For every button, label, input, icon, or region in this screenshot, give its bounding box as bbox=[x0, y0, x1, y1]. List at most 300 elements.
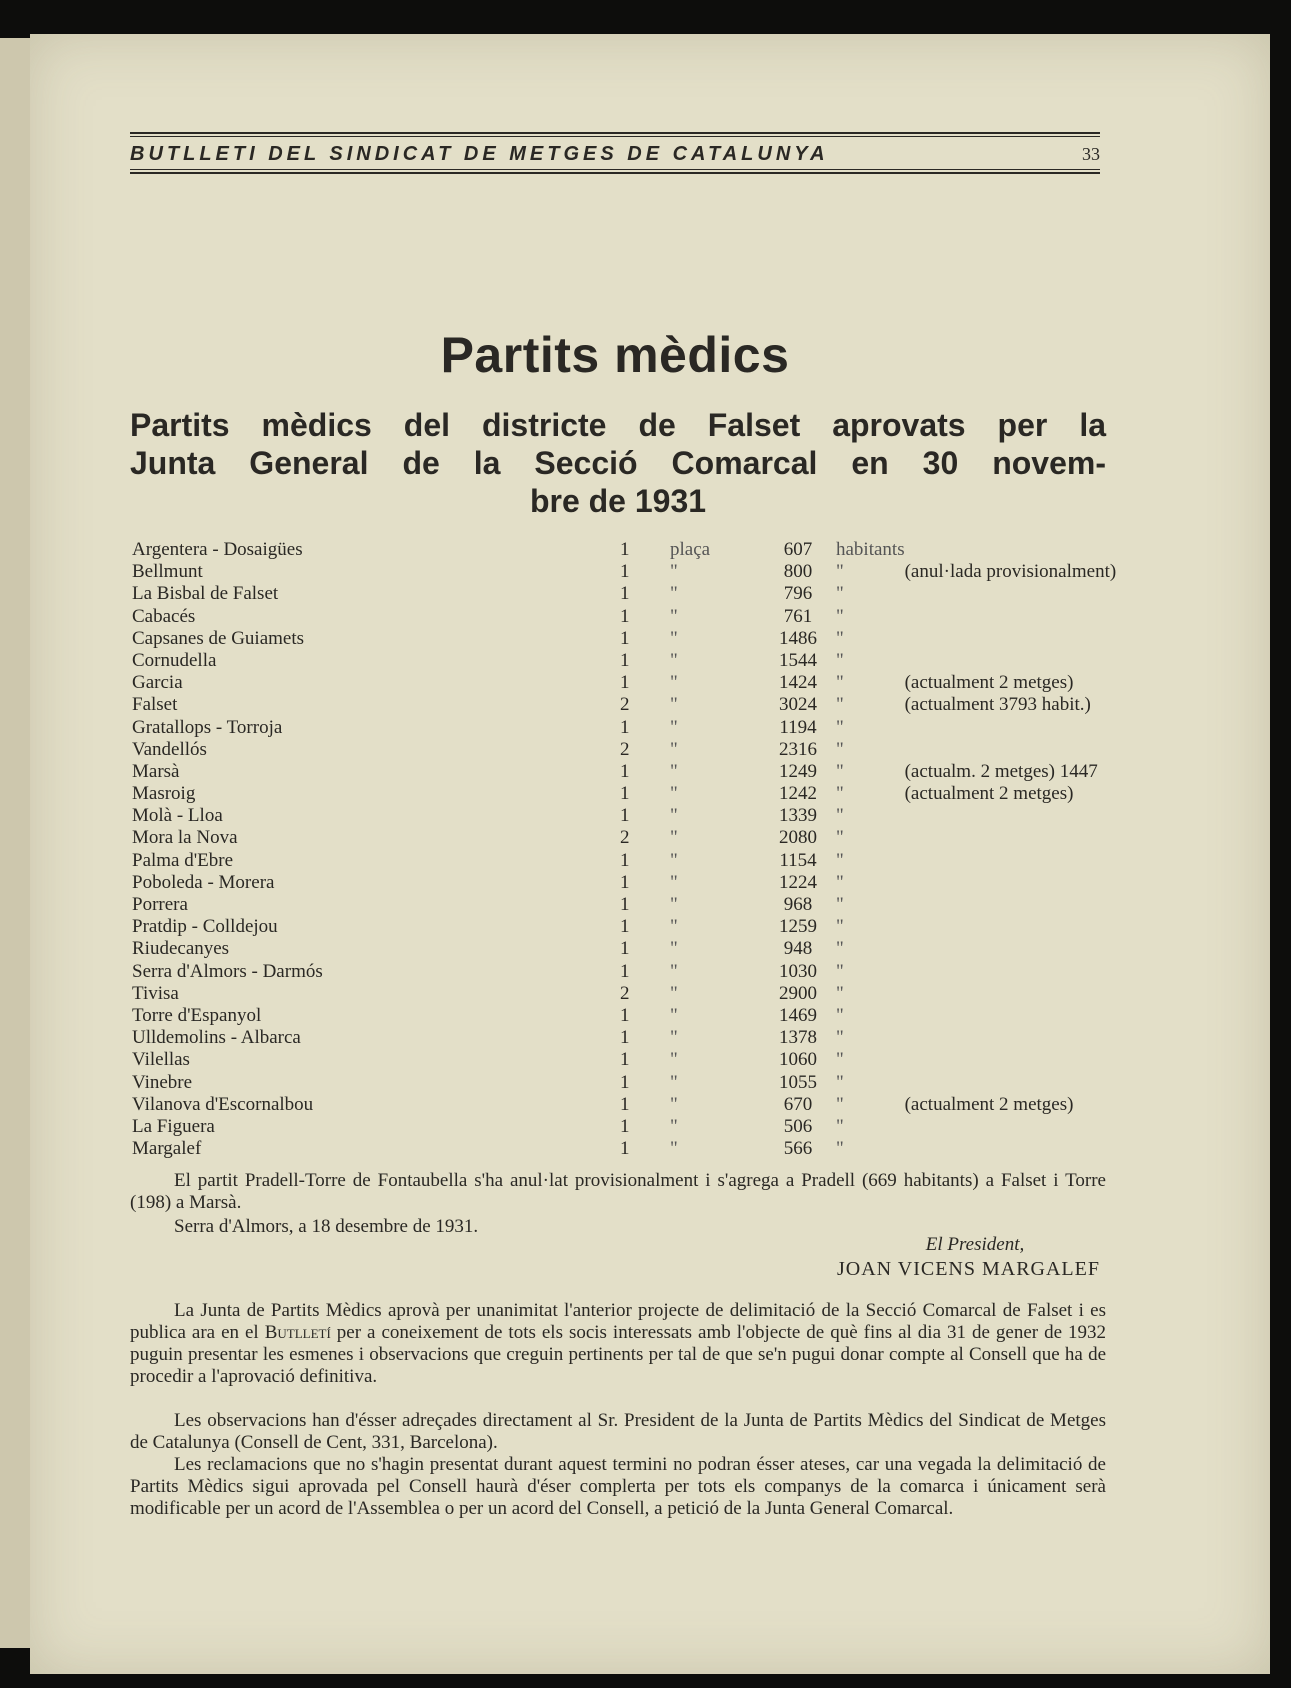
inhabitants-unit bbox=[836, 1138, 905, 1160]
places-unit bbox=[670, 1116, 760, 1138]
inhabitants-unit-text: " bbox=[836, 1093, 844, 1115]
row-note-text: (actualment 2 metges) bbox=[904, 672, 1074, 694]
inhabitants-unit-text: " bbox=[836, 760, 844, 782]
inhabitants-count-text: 1055 bbox=[779, 1071, 817, 1093]
table-row bbox=[132, 717, 1116, 739]
inhabitants-count-text: 2316 bbox=[779, 738, 817, 760]
inhabitants-count bbox=[760, 1138, 836, 1160]
places-unit-text: " bbox=[670, 716, 678, 738]
inhabitants-count-text: 1224 bbox=[779, 871, 817, 893]
inhabitants-unit-text: " bbox=[836, 694, 844, 716]
table-row bbox=[132, 1005, 1116, 1027]
inhabitants-unit-text: " bbox=[836, 627, 844, 649]
partit-name-text: Margalef bbox=[132, 1138, 205, 1159]
inhabitants-unit bbox=[836, 1094, 905, 1116]
inhabitants-unit-text: " bbox=[836, 561, 844, 583]
places-unit-text: " bbox=[670, 805, 678, 827]
places-count bbox=[620, 672, 670, 694]
places-count-text: 1 bbox=[620, 1071, 630, 1093]
places-unit-text: " bbox=[670, 938, 678, 960]
inhabitants-unit-text: " bbox=[836, 894, 844, 915]
inhabitants-count-text: 2900 bbox=[779, 982, 817, 1004]
places-count-text: 1 bbox=[620, 583, 630, 605]
partit-name bbox=[132, 583, 620, 605]
inhabitants-unit bbox=[836, 628, 905, 650]
places-count bbox=[620, 650, 670, 672]
places-count bbox=[620, 761, 670, 783]
partit-name bbox=[132, 1138, 620, 1160]
inhabitants-count-text: 3024 bbox=[779, 694, 817, 716]
partit-name bbox=[132, 761, 620, 783]
partit-name bbox=[132, 694, 620, 716]
partit-name-text: Marsà bbox=[132, 761, 183, 782]
row-note-text: (anul·lada provisionalment) bbox=[904, 561, 1117, 583]
row-note bbox=[905, 539, 1117, 561]
inhabitants-count-text: 948 bbox=[783, 938, 813, 960]
paragraph-1-end: per a coneixement de tots els socis interessats amb l'objecte de què fins al dia 31 de gener de 1932 puguin presentar les esmenes i observacions que creguin pertinents per tal de que se'n pugui donar compte al Consell que ha de procedir a l'aprovació definitiva. bbox=[130, 1322, 1106, 1387]
inhabitants-unit bbox=[836, 672, 905, 694]
paragraph-1 bbox=[130, 1300, 1106, 1388]
places-unit-text: " bbox=[670, 1027, 678, 1049]
table-row bbox=[132, 916, 1116, 938]
inhabitants-unit-text: " bbox=[836, 605, 844, 627]
inhabitants-count-text: 1242 bbox=[779, 783, 817, 805]
inhabitants-unit-text: " bbox=[836, 716, 844, 738]
places-count-text: 2 bbox=[620, 827, 630, 849]
inhabitants-count bbox=[760, 561, 836, 583]
places-count-text: 2 bbox=[620, 738, 630, 760]
partit-name bbox=[132, 672, 620, 694]
places-count-text: 1 bbox=[620, 627, 630, 649]
places-unit bbox=[670, 1005, 760, 1027]
partit-name bbox=[132, 783, 620, 805]
table-row bbox=[132, 1049, 1116, 1071]
table-row bbox=[132, 694, 1116, 716]
places-unit-text: " bbox=[670, 960, 678, 982]
row-note bbox=[905, 1027, 1117, 1049]
inhabitants-count-text: 1469 bbox=[779, 1004, 817, 1026]
places-count-text: 1 bbox=[620, 561, 630, 583]
places-unit bbox=[670, 983, 760, 1005]
places-unit bbox=[670, 1094, 760, 1116]
partit-name-text: La Figuera bbox=[132, 1116, 219, 1137]
places-count bbox=[620, 628, 670, 650]
places-count bbox=[620, 1116, 670, 1138]
table-row bbox=[132, 650, 1116, 672]
table-row bbox=[132, 739, 1116, 761]
places-unit-text: plaça bbox=[670, 539, 711, 560]
places-count bbox=[620, 561, 670, 583]
inhabitants-unit-text: " bbox=[836, 783, 844, 805]
inhabitants-count bbox=[760, 938, 836, 960]
partit-name-text: Argentera - Dosaigües bbox=[132, 539, 307, 560]
inhabitants-unit bbox=[836, 850, 905, 872]
inhabitants-count bbox=[760, 539, 836, 561]
places-unit bbox=[670, 539, 760, 561]
places-count bbox=[620, 916, 670, 938]
inhabitants-unit bbox=[836, 961, 905, 983]
places-count-text: 1 bbox=[620, 760, 630, 782]
inhabitants-unit-text: " bbox=[836, 1138, 844, 1160]
places-unit-text: " bbox=[670, 1049, 678, 1071]
places-count bbox=[620, 583, 670, 605]
places-unit bbox=[670, 961, 760, 983]
places-count-text: 1 bbox=[620, 849, 630, 871]
partit-name bbox=[132, 872, 620, 894]
signature-name: JOAN VICENS MARGALEF bbox=[837, 1258, 1100, 1280]
row-note bbox=[905, 805, 1117, 827]
places-count bbox=[620, 739, 670, 761]
table-row bbox=[132, 761, 1116, 783]
inhabitants-unit-text: " bbox=[836, 916, 844, 938]
partit-name bbox=[132, 805, 620, 827]
places-count-text: 1 bbox=[620, 1027, 630, 1049]
partit-name bbox=[132, 938, 620, 960]
inhabitants-count bbox=[760, 739, 836, 761]
row-note bbox=[905, 561, 1117, 583]
places-count bbox=[620, 938, 670, 960]
inhabitants-unit-text: " bbox=[836, 672, 844, 694]
partit-name-text: Pratdip - Colldejou bbox=[132, 916, 282, 937]
places-count bbox=[620, 827, 670, 849]
row-note bbox=[905, 938, 1117, 960]
inhabitants-unit bbox=[836, 650, 905, 672]
places-count bbox=[620, 805, 670, 827]
row-note bbox=[905, 827, 1117, 849]
inhabitants-count-text: 607 bbox=[783, 539, 813, 560]
places-count-text: 1 bbox=[620, 605, 630, 627]
inhabitants-count bbox=[760, 1072, 836, 1094]
inhabitants-count-text: 1194 bbox=[779, 716, 817, 738]
row-note bbox=[905, 650, 1117, 672]
places-count bbox=[620, 717, 670, 739]
inhabitants-unit bbox=[836, 1049, 905, 1071]
places-unit bbox=[670, 606, 760, 628]
table-row bbox=[132, 672, 1116, 694]
row-note bbox=[905, 628, 1117, 650]
inhabitants-unit-text: habitants bbox=[836, 539, 905, 560]
inhabitants-unit bbox=[836, 827, 905, 849]
table-row bbox=[132, 1027, 1116, 1049]
inhabitants-unit-text: " bbox=[836, 871, 844, 893]
table-row bbox=[132, 1072, 1116, 1094]
inhabitants-count bbox=[760, 827, 836, 849]
places-count-text: 1 bbox=[620, 938, 630, 960]
places-unit-text: " bbox=[670, 649, 678, 671]
butlleti-small-caps: Butlletí bbox=[264, 1322, 331, 1343]
inhabitants-unit bbox=[836, 805, 905, 827]
table-row bbox=[132, 872, 1116, 894]
places-unit bbox=[670, 938, 760, 960]
header-rule-bottom bbox=[130, 172, 1100, 174]
partit-name-text: Tivisa bbox=[132, 983, 183, 1004]
inhabitants-count bbox=[760, 961, 836, 983]
places-count bbox=[620, 1072, 670, 1094]
places-unit bbox=[670, 717, 760, 739]
inhabitants-count bbox=[760, 894, 836, 916]
partit-name bbox=[132, 850, 620, 872]
inhabitants-unit-text: " bbox=[836, 1027, 844, 1049]
places-unit-text: " bbox=[670, 583, 678, 605]
inhabitants-unit bbox=[836, 894, 905, 916]
row-note bbox=[905, 1005, 1117, 1027]
places-count bbox=[620, 1138, 670, 1160]
places-unit bbox=[670, 805, 760, 827]
inhabitants-unit bbox=[836, 561, 905, 583]
inhabitants-unit bbox=[836, 606, 905, 628]
places-count bbox=[620, 1005, 670, 1027]
places-unit bbox=[670, 583, 760, 605]
inhabitants-unit-text: " bbox=[836, 649, 844, 671]
paragraph-2: Les observacions han d'ésser adreçades directament al Sr. President de la Junta de Partits Mèdics del Sindicat de Metges de Catalunya (Consell de Cent, 331, Barcelona). bbox=[130, 1410, 1106, 1453]
table-row bbox=[132, 1094, 1116, 1116]
table-row bbox=[132, 1138, 1116, 1160]
inhabitants-count-text: 670 bbox=[783, 1093, 813, 1115]
table-row bbox=[132, 827, 1116, 849]
inhabitants-count bbox=[760, 1005, 836, 1027]
partit-name-text: Falset bbox=[132, 694, 181, 715]
partit-name-text: Capsanes de Guiamets bbox=[132, 628, 308, 649]
page-title: Partits mèdics bbox=[440, 327, 790, 383]
partit-name bbox=[132, 983, 620, 1005]
places-unit bbox=[670, 850, 760, 872]
header-rule-top-thin bbox=[130, 136, 1100, 137]
inhabitants-count-text: 1060 bbox=[779, 1049, 817, 1071]
places-unit bbox=[670, 761, 760, 783]
row-note bbox=[905, 1116, 1117, 1138]
partit-name bbox=[132, 916, 620, 938]
table-row bbox=[132, 1116, 1116, 1138]
places-count-text: 2 bbox=[620, 982, 630, 1004]
inhabitants-count bbox=[760, 672, 836, 694]
places-count-text: 2 bbox=[620, 694, 630, 716]
inhabitants-unit bbox=[836, 1116, 905, 1138]
partit-name-text: Poboleda - Morera bbox=[132, 872, 278, 893]
article-subtitle bbox=[130, 406, 1106, 520]
inhabitants-count bbox=[760, 1094, 836, 1116]
partit-name-text: Garcia bbox=[132, 672, 187, 693]
row-note bbox=[905, 717, 1117, 739]
signature-role: El President, bbox=[925, 1234, 1025, 1255]
row-note bbox=[905, 1094, 1117, 1116]
table-row bbox=[132, 561, 1116, 583]
inhabitants-unit bbox=[836, 916, 905, 938]
places-unit bbox=[670, 783, 760, 805]
places-unit-text: " bbox=[670, 738, 678, 760]
row-note-text: (actualm. 2 metges) 1447 bbox=[904, 760, 1098, 782]
inhabitants-unit-text: " bbox=[836, 1115, 844, 1137]
places-count-text: 1 bbox=[620, 1004, 630, 1026]
partit-name bbox=[132, 606, 620, 628]
places-unit-text: " bbox=[670, 561, 678, 583]
places-unit bbox=[670, 628, 760, 650]
partit-name-text: Porrera bbox=[132, 894, 192, 915]
places-unit bbox=[670, 827, 760, 849]
places-unit bbox=[670, 872, 760, 894]
paragraph-1-start: La Junta de Partits Mèdics aprovà per unanimitat l'anterior projecte de delimitació de la Secció Comarcal de Falset i es publica ara en el bbox=[130, 1300, 1106, 1343]
places-unit bbox=[670, 894, 760, 916]
inhabitants-unit-text: " bbox=[836, 849, 844, 871]
inhabitants-count bbox=[760, 761, 836, 783]
inhabitants-unit bbox=[836, 1072, 905, 1094]
inhabitants-unit bbox=[836, 583, 905, 605]
inhabitants-count-text: 1154 bbox=[779, 849, 817, 871]
partit-name-text: Vandellós bbox=[132, 739, 211, 760]
partit-name bbox=[132, 739, 620, 761]
places-unit-text: " bbox=[670, 1138, 678, 1160]
places-count bbox=[620, 1027, 670, 1049]
places-unit-text: " bbox=[670, 1093, 678, 1115]
inhabitants-count bbox=[760, 717, 836, 739]
inhabitants-count-text: 566 bbox=[783, 1138, 813, 1160]
inhabitants-count bbox=[760, 1116, 836, 1138]
places-count-text: 1 bbox=[620, 916, 630, 938]
partit-name bbox=[132, 894, 620, 916]
places-unit-text: " bbox=[670, 1071, 678, 1093]
partit-name-text: Cornudella bbox=[132, 650, 220, 671]
places-unit bbox=[670, 561, 760, 583]
places-unit bbox=[670, 1138, 760, 1160]
table-row bbox=[132, 805, 1116, 827]
inhabitants-count bbox=[760, 916, 836, 938]
places-count bbox=[620, 983, 670, 1005]
places-unit bbox=[670, 1072, 760, 1094]
inhabitants-count bbox=[760, 628, 836, 650]
places-unit-text: " bbox=[670, 827, 678, 849]
places-unit bbox=[670, 1027, 760, 1049]
inhabitants-unit bbox=[836, 783, 905, 805]
inhabitants-count bbox=[760, 1049, 836, 1071]
inhabitants-unit bbox=[836, 761, 905, 783]
inhabitants-count bbox=[760, 783, 836, 805]
inhabitants-unit bbox=[836, 739, 905, 761]
inhabitants-unit-text: " bbox=[836, 1004, 844, 1026]
inhabitants-count bbox=[760, 983, 836, 1005]
places-unit-text: " bbox=[670, 672, 678, 694]
partit-name-text: Palma d'Ebre bbox=[132, 850, 237, 871]
places-count bbox=[620, 1094, 670, 1116]
subtitle-line-2: Junta General de la Secció Comarcal en 30 novem- bbox=[130, 445, 1106, 481]
places-count-text: 1 bbox=[620, 805, 630, 827]
places-count-text: 1 bbox=[620, 716, 630, 738]
table-row bbox=[132, 983, 1116, 1005]
places-unit bbox=[670, 1049, 760, 1071]
table-row bbox=[132, 961, 1116, 983]
places-count-text: 1 bbox=[620, 1093, 630, 1115]
inhabitants-count-text: 800 bbox=[783, 561, 813, 583]
places-count-text: 1 bbox=[620, 539, 630, 560]
row-note bbox=[905, 672, 1117, 694]
places-unit-text: " bbox=[670, 916, 678, 938]
partit-name bbox=[132, 628, 620, 650]
table-row bbox=[132, 539, 1116, 561]
row-note bbox=[905, 1138, 1117, 1160]
inhabitants-count-text: 506 bbox=[783, 1115, 813, 1137]
partit-name-text: Masroig bbox=[132, 783, 199, 804]
inhabitants-count-text: 1424 bbox=[779, 672, 817, 694]
partit-name-text: Serra d'Almors - Darmós bbox=[132, 961, 327, 982]
partit-name bbox=[132, 1072, 620, 1094]
table-row bbox=[132, 938, 1116, 960]
places-count-text: 1 bbox=[620, 672, 630, 694]
partit-name bbox=[132, 1027, 620, 1049]
signature-block bbox=[730, 1234, 1100, 1281]
inhabitants-count bbox=[760, 583, 836, 605]
inhabitants-count-text: 2080 bbox=[779, 827, 817, 849]
partit-name-text: Ulldemolins - Albarca bbox=[132, 1027, 305, 1048]
partit-name-text: Bellmunt bbox=[132, 561, 207, 582]
note-paragraph: El partit Pradell-Torre de Fontaubella s'ha anul·lat provisionalment i s'agrega a Pradell (669 habitants) a Falset i Torre (198) a Marsà. bbox=[130, 1170, 1106, 1213]
partit-name bbox=[132, 561, 620, 583]
row-note-text: (actualment 2 metges) bbox=[904, 783, 1074, 805]
row-note bbox=[905, 761, 1117, 783]
places-unit-text: " bbox=[670, 849, 678, 871]
inhabitants-count-text: 761 bbox=[783, 605, 813, 627]
inhabitants-unit-text: " bbox=[836, 1071, 844, 1093]
inhabitants-unit-text: " bbox=[836, 805, 844, 827]
inhabitants-count-text: 1378 bbox=[779, 1027, 817, 1049]
inhabitants-count bbox=[760, 694, 836, 716]
table-row bbox=[132, 850, 1116, 872]
places-unit bbox=[670, 739, 760, 761]
places-count-text: 1 bbox=[620, 1049, 630, 1071]
places-unit bbox=[670, 650, 760, 672]
partit-name-text: Cabacés bbox=[132, 606, 199, 627]
inhabitants-count-text: 1249 bbox=[779, 760, 817, 782]
partit-name bbox=[132, 539, 620, 561]
partit-name bbox=[132, 717, 620, 739]
table-row bbox=[132, 783, 1116, 805]
row-note bbox=[905, 916, 1117, 938]
places-unit-text: " bbox=[670, 894, 678, 915]
places-count bbox=[620, 539, 670, 561]
places-count bbox=[620, 606, 670, 628]
partit-name-text: Vinebre bbox=[132, 1072, 196, 1093]
inhabitants-unit-text: " bbox=[836, 1049, 844, 1071]
row-note bbox=[905, 983, 1117, 1005]
row-note bbox=[905, 694, 1117, 716]
inhabitants-unit-text: " bbox=[836, 982, 844, 1004]
row-note bbox=[905, 1072, 1117, 1094]
partit-name-text: Gratallops - Torroja bbox=[132, 717, 286, 738]
partits-table-body bbox=[132, 539, 1116, 1160]
partit-name-text: Vilellas bbox=[132, 1049, 194, 1070]
partit-name bbox=[132, 1116, 620, 1138]
places-unit-text: " bbox=[670, 760, 678, 782]
partit-name bbox=[132, 827, 620, 849]
row-note bbox=[905, 872, 1117, 894]
places-count-text: 1 bbox=[620, 649, 630, 671]
inhabitants-count bbox=[760, 850, 836, 872]
partit-name bbox=[132, 1005, 620, 1027]
row-note-text: (actualment 3793 habit.) bbox=[904, 694, 1091, 716]
places-count bbox=[620, 872, 670, 894]
inhabitants-count-text: 1030 bbox=[779, 960, 817, 982]
partits-table bbox=[132, 539, 1116, 1160]
row-note bbox=[905, 1049, 1117, 1071]
page-number: 33 bbox=[1082, 144, 1100, 164]
inhabitants-unit bbox=[836, 1027, 905, 1049]
places-count bbox=[620, 894, 670, 916]
row-note bbox=[905, 783, 1117, 805]
places-unit-text: " bbox=[670, 605, 678, 627]
inhabitants-count-text: 796 bbox=[783, 583, 813, 605]
inhabitants-unit-text: " bbox=[836, 938, 844, 960]
inhabitants-count bbox=[760, 872, 836, 894]
table-row bbox=[132, 583, 1116, 605]
places-unit bbox=[670, 916, 760, 938]
row-note bbox=[905, 894, 1117, 916]
